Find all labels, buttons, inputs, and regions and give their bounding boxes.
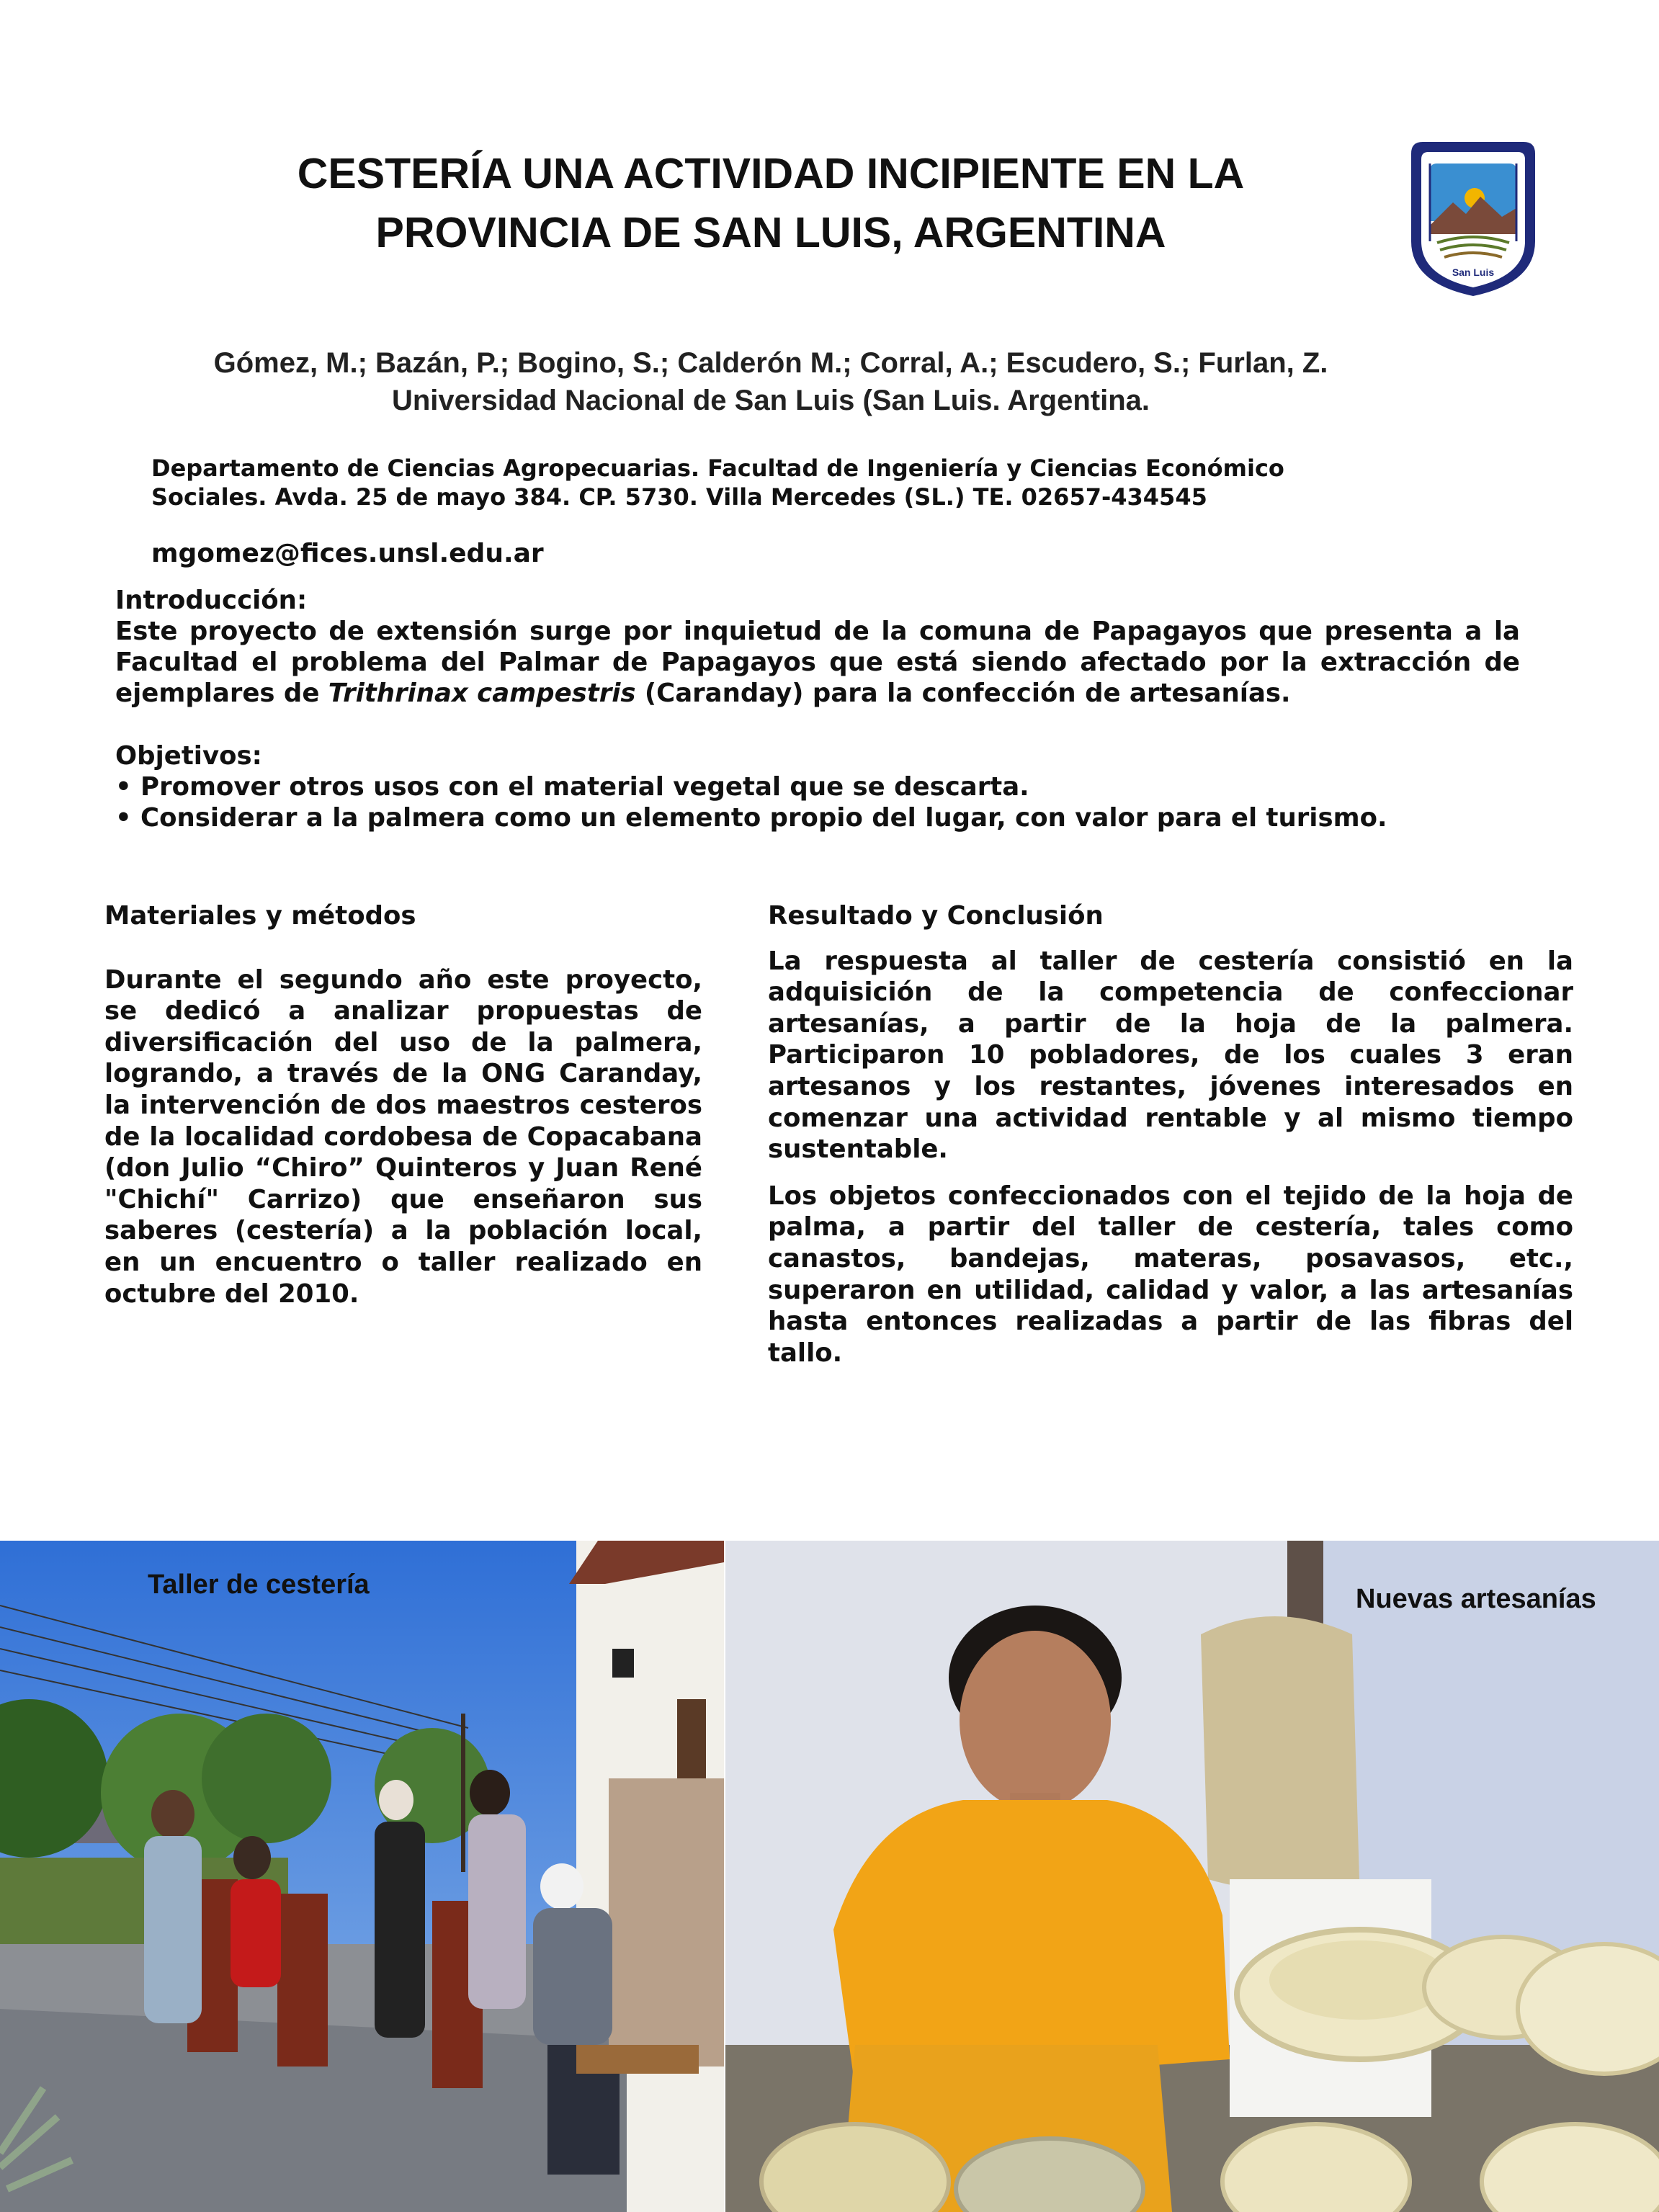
introduction-heading: Introducción: [115, 586, 308, 615]
department-info [151, 454, 1376, 511]
results-paragraph-1: La respuesta al taller de cestería consistió en la adquisición de la competencia de confeccionar artesanías, a partir de la hoja de la palmera. Participaron 10 pobladores, de los cuales 3 eran artesanos y los restantes, jóvenes interesados en comenzar una actividad rentable y al mismo tiempo sustentable. [768, 946, 1573, 1165]
author-names: Gómez, M.; Bazán, P.; Bogino, S.; Calderón M.; Corral, A.; Escudero, S.; Furlan, Z. [213, 347, 1328, 379]
results-heading: Resultado y Conclusión [768, 901, 1104, 931]
crafts-photo-label: Nuevas artesanías [1356, 1584, 1596, 1614]
logo-top-text: UNIVERSIDAD NACIONAL DE [1427, 153, 1519, 161]
results-section [768, 900, 1573, 1369]
objective-item: • Considerar a la palmera como un elemento propio del lugar, con valor para el turismo. [115, 803, 1387, 833]
introduction-text-before: Este proyecto de extensión surge por inquietud de la comuna de Papagayos que presenta a la Facultad el problema del Palmar de Papagayos que está siendo afectado por la extracción de ejemplares de [115, 617, 1520, 708]
department-line-1: Departamento de Ciencias Agropecuarias. Facultad de Ingeniería y Ciencias Económico [151, 455, 1284, 482]
department-line-2: Sociales. Avda. 25 de mayo 384. CP. 5730. Villa Mercedes (SL.) TE. 02657-434545 [151, 483, 1207, 511]
workshop-photo-label: Taller de cestería [148, 1570, 370, 1600]
contact-email[interactable]: mgomez@fices.unsl.edu.ar [151, 539, 544, 568]
objectives-list [115, 771, 1520, 833]
logo-bottom-text: San Luis [1452, 267, 1495, 278]
university-logo [1408, 133, 1538, 300]
introduction-text-after: (Caranday) para la confección de artesanías. [635, 679, 1291, 708]
methods-heading: Materiales y métodos [104, 901, 416, 931]
species-name: Trithrinax campestris [328, 679, 636, 708]
crafts-photo [725, 1541, 1659, 2212]
poster-title [180, 144, 1361, 262]
methods-text: Durante el segundo año este proyecto, se dedicó a analizar propuestas de diversificación del uso de la palmera, logrando, a través de la ONG Caranday, la intervención de dos maestros cesteros de la localidad cordobesa de Copacabana (don Julio “Chiro” Quinteros y Juan René "Chichí" Carrizo) que enseñaron sus saberes (cestería) a la población local, en un encuentro o taller realizado en octubre del 2010. [104, 964, 702, 1309]
author-affiliation: Universidad Nacional de San Luis (San Luis. Argentina. [391, 385, 1150, 416]
title-line-2: PROVINCIA DE SAN LUIS, ARGENTINA [375, 209, 1166, 256]
university-seal-icon [1408, 133, 1538, 300]
title-line-1: CESTERÍA UNA ACTIVIDAD INCIPIENTE EN LA [297, 150, 1245, 197]
objectives-heading: Objetivos: [115, 741, 262, 771]
workshop-scene-image [0, 1541, 724, 2212]
methods-section [104, 900, 702, 1309]
introduction-section [115, 585, 1520, 709]
authors-block [108, 344, 1434, 419]
objectives-section [115, 740, 1520, 833]
introduction-text [115, 616, 1520, 709]
results-paragraph-2: Los objetos confeccionados con el tejido de la hoja de palma, a partir del taller de cestería, tales como canastos, bandejas, materas, posavasos, etc., superaron en utilidad, calidad y valor, a las artesanías hasta entonces realizadas a partir de las fibras del tallo. [768, 1181, 1573, 1368]
objective-item: • Promover otros usos con el material vegetal que se descarta. [115, 772, 1029, 802]
workshop-photo [0, 1541, 724, 2212]
crafts-scene-image [725, 1541, 1659, 2212]
